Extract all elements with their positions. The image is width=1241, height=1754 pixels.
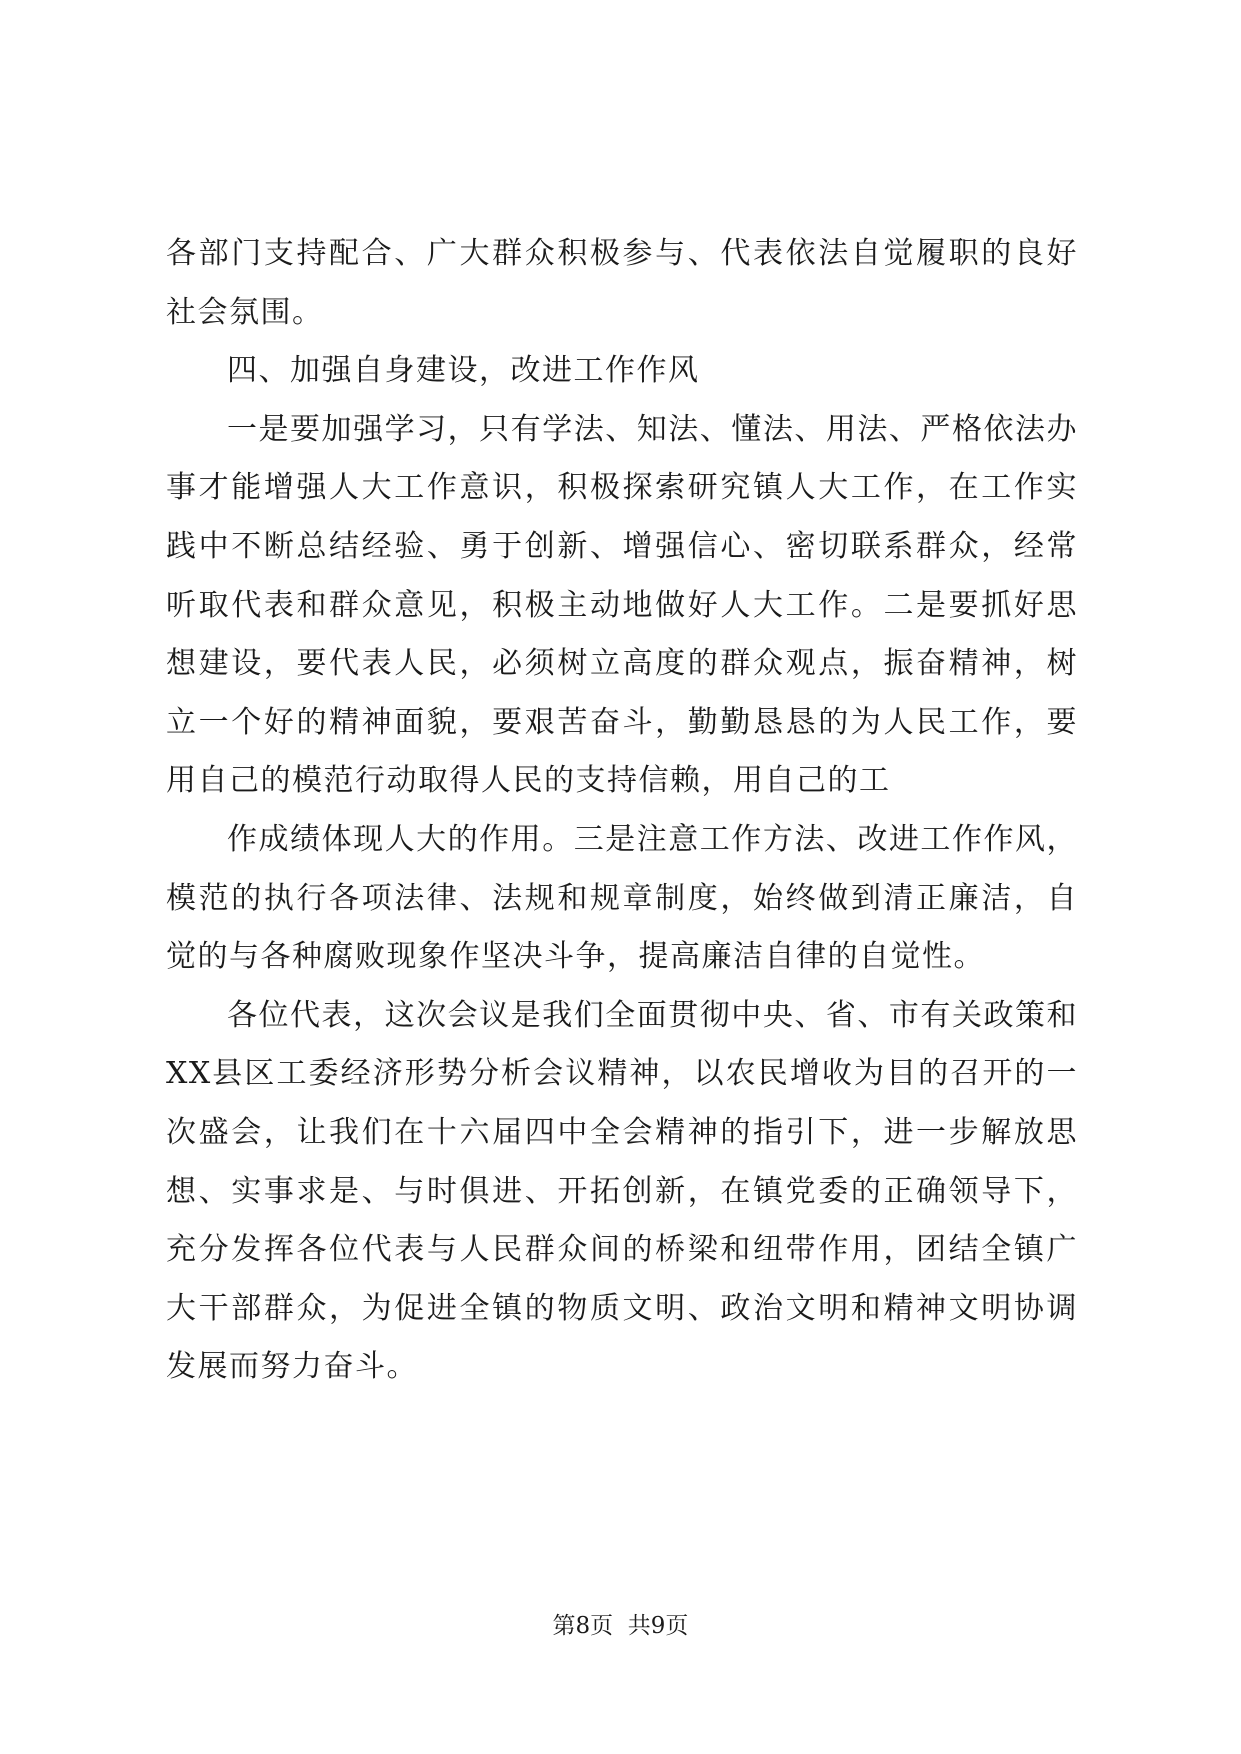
paragraph-3: 一是要加强学习，只有学法、知法、懂法、用法、严格依法办事才能增强人大工作意识，积极探索研究镇人大工作，在工作实践中不断总结经验、勇于创新、增强信心、密切联系群众，经常听取代表和群众意见，积极主动地做好人大工作。二是要抓好思想建设，要代表人民，必须树立高度的群众观点，振奋精神，树立一个好的精神面貌，要艰苦奋斗，勤勤恳恳的为人民工作，要用自己的模范行动取得人民的支持信赖，用自己的工	[166, 411, 1078, 799]
page-number: 第8页 共9页	[552, 1613, 689, 1639]
paragraph-1: 各部门支持配合、广大群众积极参与、代表依法自觉履职的良好社会氛围。	[166, 236, 1078, 330]
section-heading-4: 四、加强自身建设，改进工作作风	[227, 353, 700, 389]
paragraph-5: 各位代表，这次会议是我们全面贯彻中央、省、市有关政策和XX县区工委经济形势分析会议精神，以农民增收为目的召开的一次盛会，让我们在十六届四中全会精神的指引下，进一步解放思想、实事求是、与时俱进、开拓创新，在镇党委的正确领导下，充分发挥各位代表与人民群众间的桥梁和纽带作用，团结全镇广大干部群众，为促进全镇的物质文明、政治文明和精神文明协调发展而努力奋斗。	[166, 997, 1078, 1385]
page-footer	[0, 1611, 1241, 1641]
paragraph-4: 作成绩体现人大的作用。三是注意工作方法、改进工作作风，模范的执行各项法律、法规和规章制度，始终做到清正廉洁，自觉的与各种腐败现象作坚决斗争，提高廉洁自律的自觉性。	[166, 821, 1078, 975]
document-body	[166, 225, 1078, 1397]
